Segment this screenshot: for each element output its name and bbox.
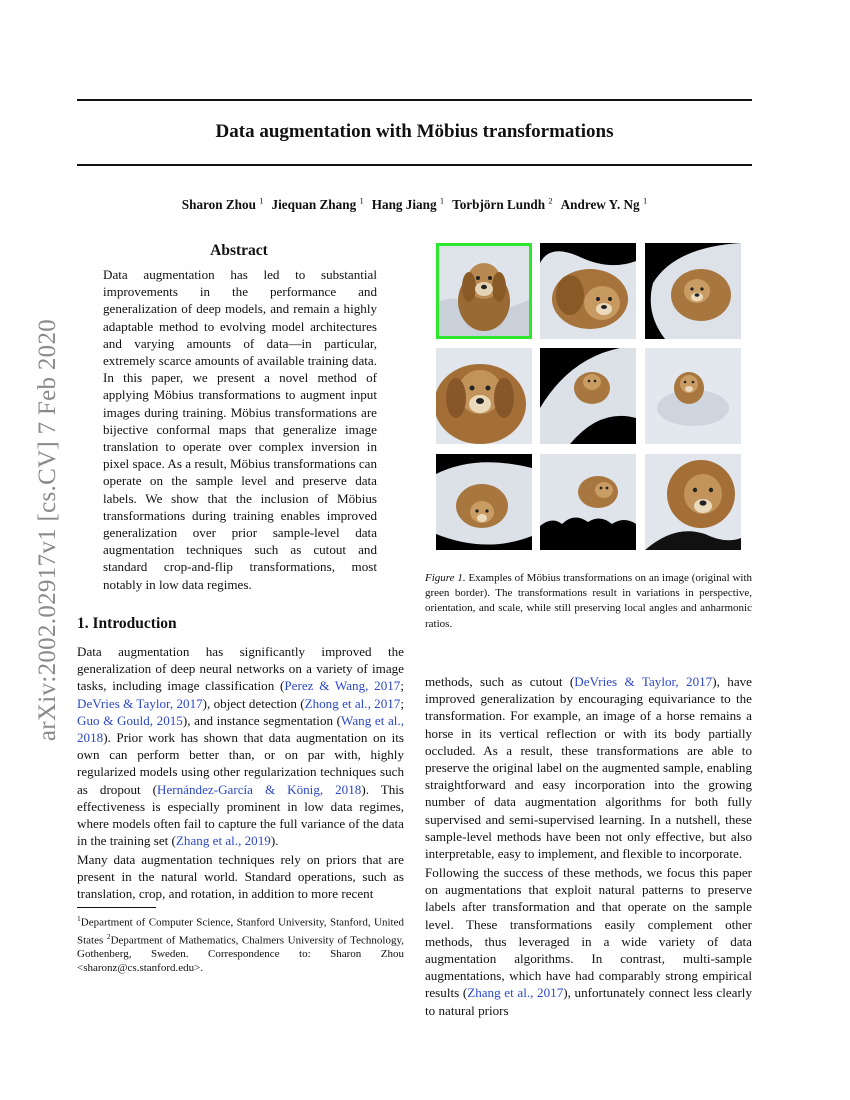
figure-tile-transform-4: [540, 348, 636, 444]
figure-tile-transform-7: [540, 454, 636, 550]
footnote-text-1: Department of Computer Science, Stanford University, Stanford, United States: [77, 916, 404, 947]
paper-title: Data augmentation with Möbius transformations: [215, 121, 614, 142]
author-affiliation-mark: 1: [359, 196, 364, 206]
body-text: ), and instance segmentation (: [182, 712, 342, 728]
citation-link[interactable]: Wang et al., 2018: [77, 712, 404, 746]
author-affiliation-mark: 1: [642, 196, 648, 206]
footnote-mark-1: 1: [77, 914, 81, 923]
body-text: ), object detection (: [202, 695, 305, 711]
figure-tile-original: [436, 243, 532, 339]
body-text: ), unfortunately connect less clearly to natural priors: [425, 985, 752, 1018]
footnote-text-2: Department of Mathematics, Chalmers University of Technology, Gothenberg, Sweden. Correspondence to: Sharon Zhou <sharonz@cs.stanford.edu>.: [77, 934, 404, 975]
arxiv-identifier: arXiv:2002.02917v1 [cs.CV] 7 Feb 2020: [34, 318, 61, 742]
citation-link[interactable]: DeVries & Taylor, 2017: [574, 674, 713, 689]
citation-link[interactable]: Perez & Wang, 2017: [284, 678, 401, 694]
body-text: ). Prior work has shown that data augmentation on its own can perform better than, or on par with, highly regularized models using other regularization techniques such as dropout (: [77, 730, 404, 797]
figure-tile-transform-3: [436, 348, 532, 444]
figure-tile-transform-8: [645, 454, 741, 550]
figure-label: Figure 1.: [425, 572, 466, 584]
title-bottom-rule: [77, 164, 752, 166]
citation-link[interactable]: Guo & Gould, 2015: [77, 712, 183, 728]
body-text: ).: [270, 833, 279, 849]
body-text: ;: [400, 678, 404, 694]
author-affiliation-mark: 1: [439, 196, 445, 206]
footnote-rule: [77, 907, 156, 908]
author-affiliation-mark: 1: [259, 196, 264, 206]
figure-tile-transform-6: [436, 454, 532, 550]
citation-link[interactable]: Zhang et al., 2019: [175, 833, 271, 849]
footnote: [77, 912, 404, 975]
figure-tile-transform-5: [645, 348, 741, 444]
intro-paragraph-4: [425, 864, 752, 1019]
author-name: Torbjörn Lundh $^2$: [452, 196, 553, 213]
author-name: Hang Jiang $^1$: [371, 196, 445, 213]
body-text: Data augmentation has significantly improved the generalization of deep neural networks on a variety of image tasks, including image classification (: [77, 644, 404, 694]
body-text: ;: [400, 695, 404, 711]
abstract-heading: Abstract: [210, 242, 268, 259]
author-name: Andrew Y. Ng $^1$: [560, 196, 648, 213]
figure-tile-transform-2: [645, 243, 741, 339]
title-top-rule: [77, 99, 752, 101]
author-name: Sharon Zhou $^1$: [181, 196, 264, 213]
intro-paragraph-1: [77, 643, 404, 849]
footnote-mark-2: 2: [106, 931, 111, 941]
citation-link[interactable]: Hernández-García & König, 2018: [157, 781, 362, 797]
author-affiliation-mark: 2: [548, 196, 553, 206]
section-heading-introduction: 1. Introduction: [77, 615, 177, 632]
abstract-text: Data augmentation has led to substantial improvements in the performance and generalization of deep models, and remain a highly adaptable method to evolving model architectures and varying amounts of data—in particular, extremely scarce amounts of available training data. In this paper, we present a novel method of applying Möbius transformations to augment input images during training. Möbius transformations are bijective conformal maps that generalize image translation to operate over complex inversion in pixel space. As a result, Möbius transformations can operate on the sample level and preserve data labels. We show that the inclusion of Möbius transformations during training enables improved generalization over prior sample-level data augmentation techniques such as cutout and standard crop-and-flip transformations, most notably in low data regimes.: [103, 267, 377, 592]
intro-paragraph-3: [425, 673, 752, 862]
author-list: [77, 196, 752, 213]
figure-caption-text: Examples of Möbius transformations on an image (original with green border). The transformations result in variations in perspective, orientation, and scale, while still preserving local angles and anharmonic ratios.: [425, 572, 753, 630]
citation-link[interactable]: Zhang et al., 2017: [467, 985, 564, 1001]
body-text: ). This effectiveness is especially prominent in low data regimes, where models often fail to capture the full variance of the data in the training set (: [77, 781, 404, 849]
body-text: ), have improved generalization by encouraging equivariance to the transformation. For example, an image of a horse remains a horse in its vertical reflection or with its body partially occluded. As a result, these transformations are able to preserve the original label on the augmented sample, enabling straightforward and easy incorporation into the growing number of data augmentation algorithms for both fully supervised and semi-supervised learning. In a nutshell, these sample-level methods have been not only effective, but also interpretable, easy to implement, and flexible to incorporate.: [425, 674, 752, 862]
author-name: Jiequan Zhang $^1$: [271, 196, 364, 213]
figure-caption: [425, 571, 752, 632]
citation-link[interactable]: DeVries & Taylor, 2017: [77, 695, 203, 711]
figure-tile-transform-1: [540, 243, 636, 339]
body-text: methods, such as cutout (: [425, 674, 575, 689]
intro-paragraph-2: Many data augmentation techniques rely on priors that are present in the natural world. Standard operations, such as translation, crop, and rotation, in addition to more recent: [77, 852, 404, 902]
citation-link[interactable]: Zhong et al., 2017: [304, 695, 401, 711]
body-text: Following the success of these methods, we focus this paper on augmentations that exploit natural patterns to preserve labels after transformation and that operate on the sample level. These transformations easily complement other methods, thus leveraged in a wide variety of data augmentation algorithms. In contrast, multi-sample augmentations, which have had comparably strong empirical results (: [425, 865, 752, 1001]
